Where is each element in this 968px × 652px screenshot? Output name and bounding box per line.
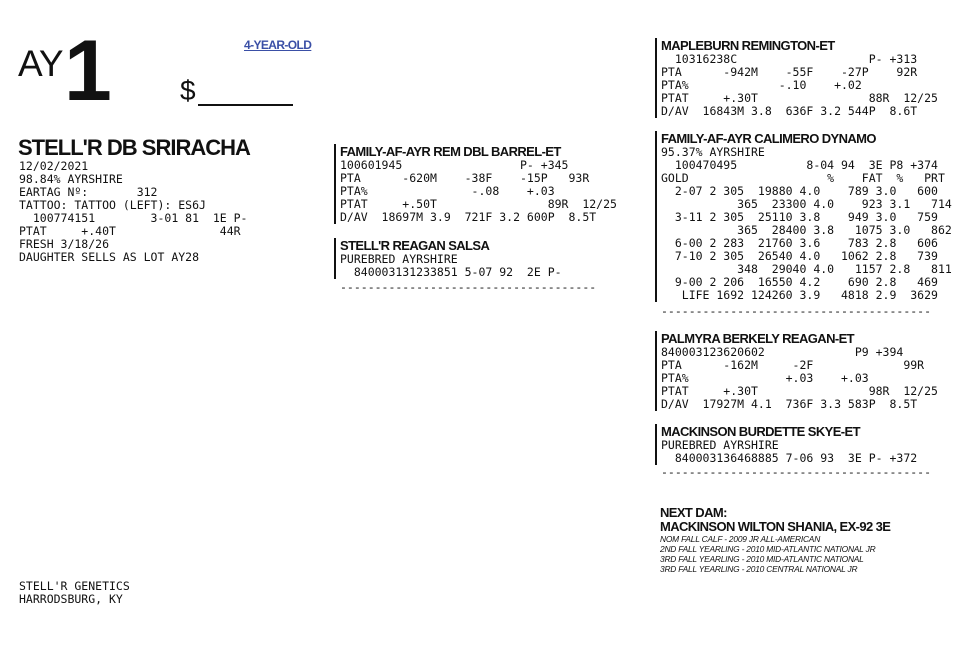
cow-line: 12/02/2021: [19, 159, 89, 173]
dam-block: [334, 238, 562, 279]
dam-sire-name: PALMYRA BERKELY REAGAN-ET: [661, 331, 855, 346]
sire-line: 100601945 P- +345: [340, 158, 569, 172]
dam-sire-line: 840003123620602 P9 +394: [661, 345, 904, 359]
sire-dam-name: FAMILY-AF-AYR CALIMERO DYNAMO: [661, 131, 876, 146]
sire-line: PTA% -.08 +.03: [340, 184, 555, 198]
cow-line: TATTOO: TATTOO (LEFT): ES6J: [19, 198, 206, 212]
sire-sire-line: D/AV 16843M 3.8 636F 3.2 544P 8.6T: [661, 104, 918, 118]
sire-sire-line: PTAT +.30T 88R 12/25: [661, 91, 938, 105]
cow-line: 98.84% AYRSHIRE: [19, 172, 123, 186]
dam-sire-block: [655, 331, 938, 411]
sire-sire-line: PTA% -.10 +.02: [661, 78, 862, 92]
cow-name: STELL'R DB SRIRACHA: [18, 135, 250, 160]
next-dam-honor: 3RD FALL YEARLING - 2010 MID-ATLANTIC NATIONAL: [660, 554, 864, 564]
lactation-row: 3-11 2 305 25110 3.8 949 3.0 759: [661, 210, 938, 224]
next-dam-label: NEXT DAM:: [660, 505, 727, 520]
dam-sire-line: PTA% +.03 +.03: [661, 371, 869, 385]
consignor-location: HARRODSBURG, KY: [19, 592, 123, 606]
dam-dam-block: [655, 424, 917, 465]
cow-line: DAUGHTER SELLS AS LOT AY28: [19, 250, 200, 264]
price-sign: $: [180, 75, 196, 106]
cow-line: FRESH 3/18/26: [19, 237, 110, 251]
lot-number: 1: [64, 23, 112, 119]
lactation-row: 7-10 2 305 26540 4.0 1062 2.8 739: [661, 249, 938, 263]
lactation-row: 365 28400 3.8 1075 3.0 862: [661, 223, 952, 237]
next-dam-honor: NOM FALL CALF - 2009 JR ALL-AMERICAN: [660, 534, 821, 544]
dam-line: PUREBRED AYRSHIRE: [340, 252, 458, 266]
dam-sire-line: D/AV 17927M 4.1 736F 3.3 583P 8.5T: [661, 397, 918, 411]
lactation-row: 9-00 2 206 16550 4.2 690 2.8 469: [661, 275, 938, 289]
sire-dam-line: 95.37% AYRSHIRE: [661, 145, 765, 159]
dam-line: 840003131233851 5-07 92 2E P-: [340, 265, 562, 279]
cow-line: PTAT +.40T 44R: [19, 224, 241, 238]
cow-line: EARTAG Nº: 312: [19, 185, 158, 199]
lactation-row: 6-00 2 283 21760 3.6 783 2.8 606: [661, 236, 938, 250]
sire-line: PTAT +.50T 89R 12/25: [340, 197, 617, 211]
lactation-row: 2-07 2 305 19880 4.0 789 3.0 600: [661, 184, 938, 198]
lactation-row: 348 29040 4.0 1157 2.8 811: [661, 262, 952, 276]
class-link[interactable]: 4-YEAR-OLD: [244, 38, 312, 52]
cow-details: [19, 160, 247, 264]
sire-dam-rule: ---------------------------------------: [661, 304, 932, 318]
next-dam-honor: 2ND FALL YEARLING - 2010 MID-ATLANTIC NATIONAL JR: [660, 544, 876, 554]
dam-rule: -------------------------------------: [340, 280, 597, 294]
consignor: [19, 580, 130, 606]
consignor-name: STELL'R GENETICS: [19, 579, 130, 593]
sire-name: FAMILY-AF-AYR REM DBL BARREL-ET: [340, 144, 561, 159]
dam-dam-rule: ---------------------------------------: [661, 465, 932, 479]
sire-line: D/AV 18697M 3.9 721F 3.2 600P 8.5T: [340, 210, 597, 224]
price-blank-line: [198, 104, 293, 106]
sire-sire-block: [655, 38, 938, 118]
sire-dam-line: 100470495 8-04 94 3E P8 +374: [661, 158, 938, 172]
lactation-row: 365 23300 4.0 923 3.1 714: [661, 197, 952, 211]
sire-sire-line: 10316238C P- +313: [661, 52, 918, 66]
next-dam-block: [660, 506, 890, 574]
sire-sire-line: PTA -942M -55F -27P 92R: [661, 65, 918, 79]
dam-dam-line: PUREBRED AYRSHIRE: [661, 438, 779, 452]
lot-prefix: AY: [18, 43, 63, 84]
sire-dam-line: GOLD % FAT % PRT: [661, 171, 945, 185]
dam-name: STELL'R REAGAN SALSA: [340, 238, 490, 253]
sire-dam-block: [655, 131, 952, 302]
sire-sire-name: MAPLEBURN REMINGTON-ET: [661, 38, 835, 53]
lifetime-row: LIFE 1692 124260 3.9 4818 2.9 3629: [661, 288, 938, 302]
dam-dam-name: MACKINSON BURDETTE SKYE-ET: [661, 424, 860, 439]
sire-block: [334, 144, 617, 224]
cow-line: 100774151 3-01 81 1E P-: [19, 211, 248, 225]
next-dam-honor: 3RD FALL YEARLING - 2010 CENTRAL NATIONAL JR: [660, 564, 858, 574]
next-dam-name: MACKINSON WILTON SHANIA, EX-92 3E: [660, 519, 891, 534]
dam-dam-line: 840003136468885 7-06 93 3E P- +372: [661, 451, 918, 465]
dam-sire-line: PTA -162M -2F 99R: [661, 358, 925, 372]
sire-line: PTA -620M -38F -15P 93R: [340, 171, 590, 185]
dam-sire-line: PTAT +.30T 98R 12/25: [661, 384, 938, 398]
